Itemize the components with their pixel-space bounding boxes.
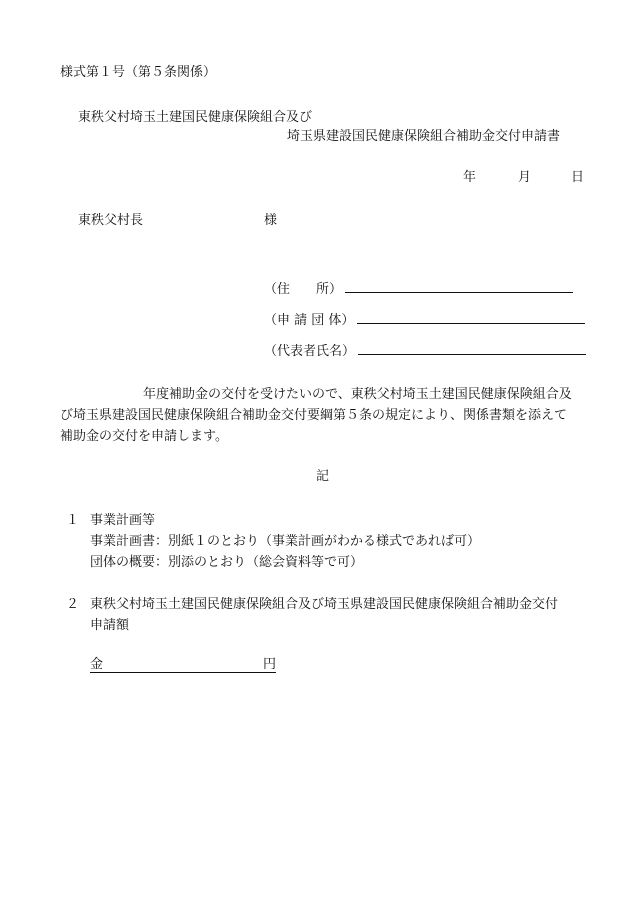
item-1-line-1: 事業計画書：別紙１のとおり（事業計画がわかる様式であれば可） xyxy=(90,534,481,549)
date-month-label: 月 xyxy=(518,170,532,185)
rep-label: （代表者氏名） xyxy=(264,344,356,359)
address-label: （住 所） xyxy=(264,282,343,297)
amount-prefix: 金 xyxy=(90,657,104,672)
amount-field[interactable] xyxy=(90,656,276,673)
org-field-line[interactable] xyxy=(357,309,585,324)
item-2-line-1: 申請額 xyxy=(90,618,130,633)
body-line-3: 補助金の交付を申請します。 xyxy=(60,429,228,444)
addressee-name: 東秩父村長 xyxy=(78,213,144,228)
date-day-label: 日 xyxy=(571,170,585,185)
body-line-1: 年度補助金の交付を受けたいので、東秩父村埼玉土建国民健康保険組合及 xyxy=(143,387,572,402)
applicant-org-row xyxy=(264,309,585,330)
item-2-title: 東秩父村埼玉土建国民健康保険組合及び埼玉県建設国民健康保険組合補助金交付 xyxy=(90,597,559,612)
item-1-line-2: 団体の概要：別添のとおり（総会資料等で可） xyxy=(90,555,364,570)
body-line-2: び埼玉県建設国民健康保険組合補助金交付要綱第５条の規定により、関係書類を添えて xyxy=(60,408,568,423)
title-line-1: 東秩父村埼玉土建国民健康保険組合及び xyxy=(78,110,313,125)
rep-field-line[interactable] xyxy=(358,340,586,355)
amount-suffix: 円 xyxy=(262,657,276,672)
item-1-number: １ xyxy=(66,513,80,528)
title-line-2: 埼玉県建設国民健康保険組合補助金交付申請書 xyxy=(287,129,561,144)
applicant-rep-row xyxy=(264,340,586,361)
applicant-address-row xyxy=(264,278,573,299)
address-field-line[interactable] xyxy=(345,278,573,293)
org-label: （申 請 団 体） xyxy=(264,313,355,328)
addressee-honorific: 様 xyxy=(264,213,278,228)
form-number-label: 様式第１号（第５条関係） xyxy=(60,65,217,80)
ki-heading: 記 xyxy=(316,469,330,484)
item-1-title: 事業計画等 xyxy=(90,513,156,528)
item-2-number: ２ xyxy=(66,597,80,612)
date-year-label: 年 xyxy=(463,170,477,185)
